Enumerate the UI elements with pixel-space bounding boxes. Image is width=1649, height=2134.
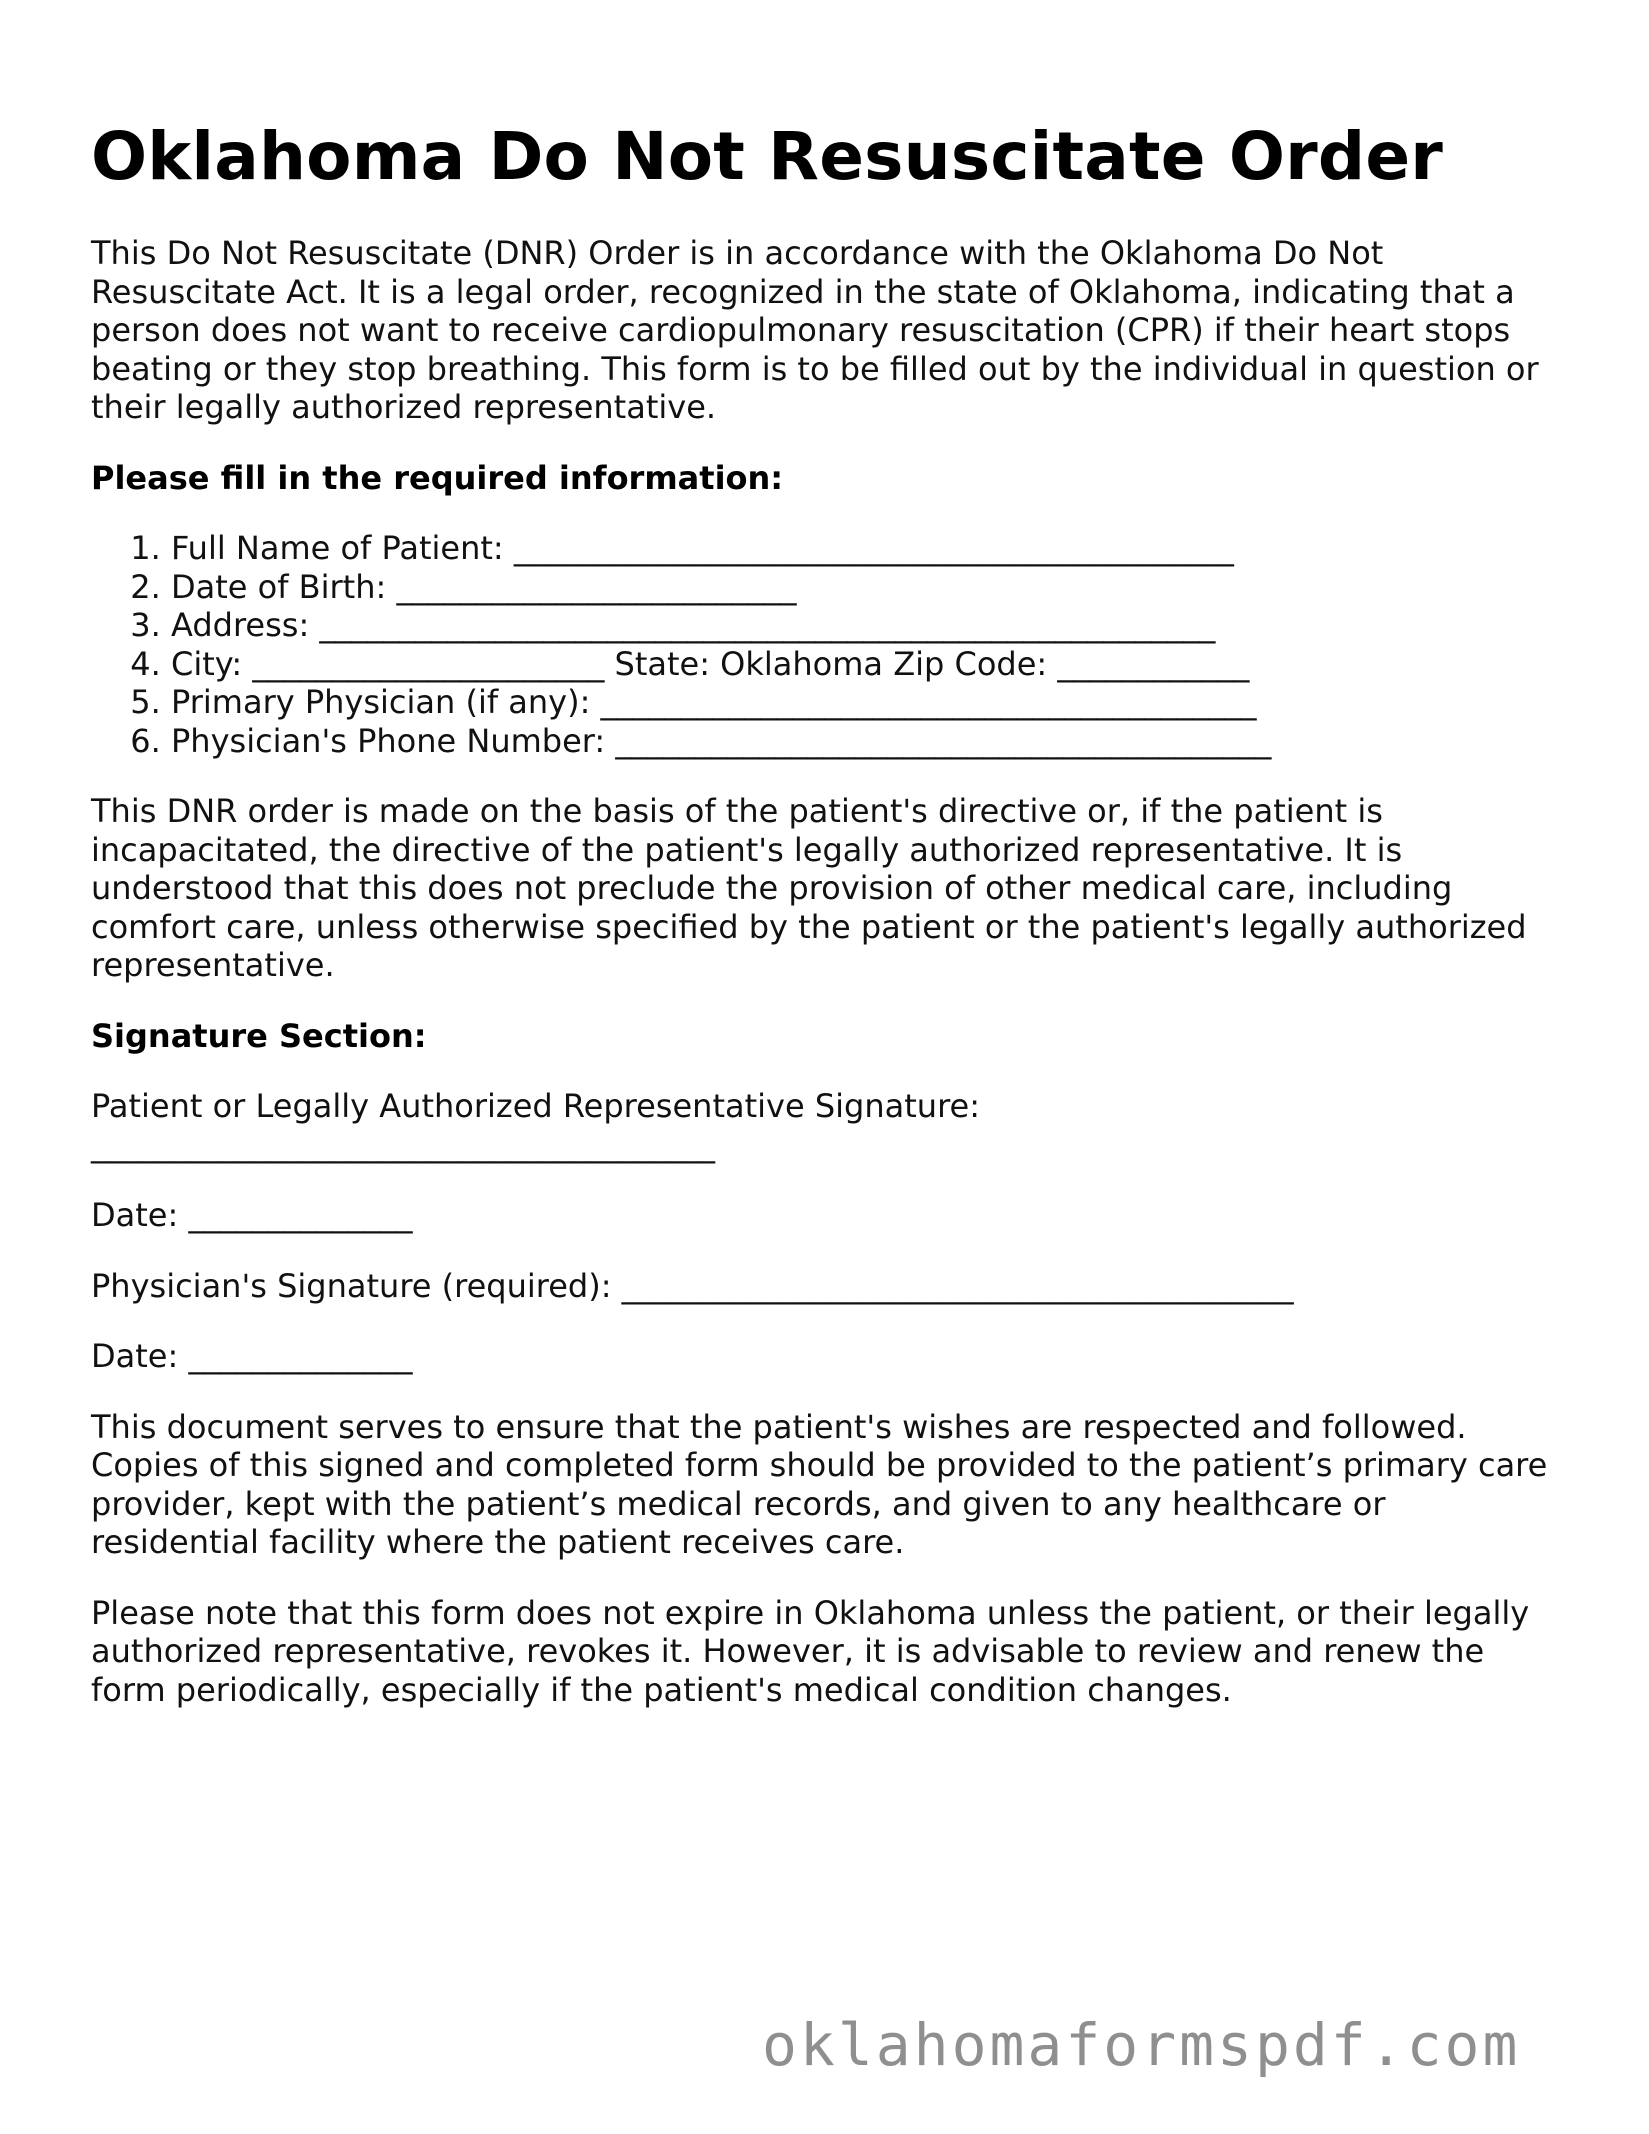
site-watermark: oklahomaformspdf.com [762, 2011, 1521, 2079]
field-physician-phone[interactable]: 6. Physician's Phone Number: _________________________________________ [171, 722, 1561, 761]
physician-date-field[interactable]: Date: ______________ [91, 1337, 413, 1375]
patient-signature-label: Patient or Legally Authorized Representative Signature: [91, 1087, 980, 1125]
basis-paragraph: This DNR order is made on the basis of the patient's directive or, if the patient is incapacitated, the directive of the patient's legally authorized representative. It is understood that this does not preclude the provision of other medical care, including comfort care, unless otherwise specified by the patient or the patient's legally authorized representative. [91, 792, 1527, 984]
expiry-paragraph: Please note that this form does not expire in Oklahoma unless the patient, or their legally authorized representative, revokes it. However, it is advisable to review and renew the form periodically, especially if the patient's medical condition changes. [91, 1593, 1530, 1709]
field-patient-name[interactable]: 1. Full Name of Patient: _____________________________________________ [171, 529, 1561, 568]
patient-signature-field[interactable] [91, 1087, 1561, 1164]
physician-signature-field[interactable]: Physician's Signature (required): __________________________________________ [91, 1266, 1294, 1305]
field-address[interactable]: 3. Address: ________________________________________________________ [171, 606, 1561, 645]
patient-date-field[interactable]: Date: ______________ [91, 1196, 413, 1234]
signature-heading: Signature Section: [91, 1016, 427, 1055]
field-primary-physician[interactable]: 5. Primary Physician (if any): _________________________________________ [171, 683, 1561, 722]
fields-heading: Please fill in the required information: [91, 458, 784, 497]
intro-paragraph: This Do Not Resuscitate (DNR) Order is in accordance with the Oklahoma Do Not Resuscitate Act. It is a legal order, recognized in the state of Oklahoma, indicating that a person does not want to receive cardiopulmonary resuscitation (CPR) if their heart stops beating or they stop breathing. This form is to be filled out by the individual in question or their legally authorized representative. [91, 234, 1539, 426]
patient-signature-line[interactable]: _______________________________________ [91, 1125, 715, 1164]
copies-paragraph: This document serves to ensure that the patient's wishes are respected and followed. Copies of this signed and completed form should be provided to the patient’s primary care provider, kept with the patient’s medical records, and given to any healthcare or residential facility where the patient receives care. [91, 1407, 1548, 1561]
required-fields-list [91, 529, 1561, 760]
dnr-form-page [91, 118, 1561, 1741]
field-city-state-zip[interactable]: 4. City: ______________________ State: Oklahoma Zip Code: ____________ [171, 645, 1561, 684]
document-title: Oklahoma Do Not Resuscitate Order [91, 118, 1444, 195]
field-date-of-birth[interactable]: 2. Date of Birth: _________________________ [171, 568, 1561, 607]
